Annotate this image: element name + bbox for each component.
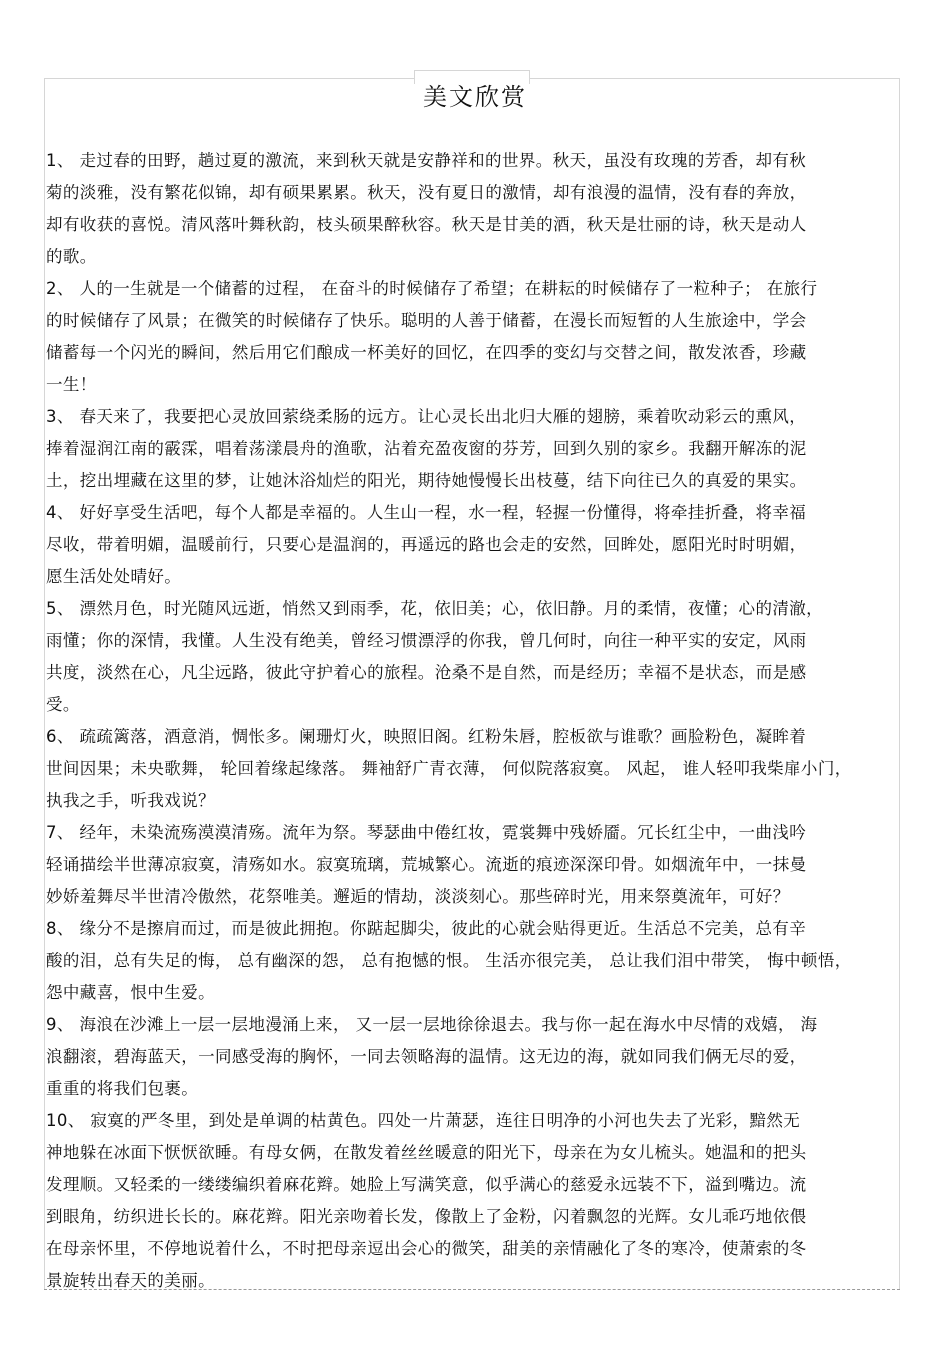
text-line: 10、 寂寞的严冬里，到处是单调的枯黄色。四处一片萧瑟，连往日明净的小河也失去了光彩，黯然无 <box>46 1111 801 1130</box>
text-line: 9、 海浪在沙滩上一层一层地漫涌上来， 又一层一层地徐徐退去。我与你一起在海水中尽情的戏嬉， 海 <box>46 1015 818 1034</box>
text-line: 浪翻滚，碧海蓝天，一同感受海的胸怀，一同去领略海的温情。这无边的海，就如同我们俩无尽的爱， <box>46 1047 807 1066</box>
text-line: 的歌。 <box>46 247 97 266</box>
text-line: 8、 缘分不是擦肩而过，而是彼此拥抱。你踮起脚尖，彼此的心就会贴得更近。生活总不完美，总有辛 <box>46 919 807 938</box>
text-line: 执我之手，听我戏说？ <box>46 791 215 810</box>
text-line: 一生！ <box>46 375 97 394</box>
text-line: 轻诵描绘半世薄凉寂寞，清殇如水。寂寞琉璃，荒城繁心。流逝的痕迹深深印骨。如烟流年中，一抹曼 <box>46 855 807 874</box>
text-line: 雨懂；你的深情，我懂。人生没有绝美，曾经习惯漂浮的你我，曾几何时，向往一种平实的安定，风雨 <box>46 631 807 650</box>
text-line: 发理顺。又轻柔的一缕缕编织着麻花辫。她脸上写满笑意，似乎满心的慈爱永远装不下，溢到嘴边。流 <box>46 1175 807 1194</box>
text-line: 却有收获的喜悦。清风落叶舞秋韵，枝头硕果醉秋容。秋天是甘美的酒，秋天是壮丽的诗，秋天是动人 <box>46 215 807 234</box>
text-line: 4、 好好享受生活吧，每个人都是幸福的。人生山一程，水一程，轻握一份懂得，将牵挂折叠，将幸福 <box>46 503 807 522</box>
text-line: 景旋转出春天的美丽。 <box>46 1271 215 1290</box>
text-line: 在母亲怀里，不停地说着什么，不时把母亲逗出会心的微笑，甜美的亲情融化了冬的寒冷，使萧索的冬 <box>46 1239 807 1258</box>
page-bottom-divider <box>44 1289 900 1290</box>
text-line: 的时候储存了风景；在微笑的时候储存了快乐。聪明的人善于储蓄，在漫长而短暂的人生旅途中，学会 <box>46 311 807 330</box>
text-line: 怨中藏喜，恨中生爱。 <box>46 983 215 1002</box>
text-line: 3、 春天来了，我要把心灵放回萦绕柔肠的远方。让心灵长出北归大雁的翅膀，乘着吹动彩云的熏风， <box>46 407 807 426</box>
text-line: 世间因果；未央歌舞， 轮回着缘起缘落。 舞袖舒广青衣薄， 何似院落寂寞。 风起， 谁人轻叩我柴扉小门， <box>46 759 852 778</box>
text-line: 菊的淡雅，没有繁花似锦，却有硕果累累。秋天，没有夏日的激情，却有浪漫的温情，没有春的奔放， <box>46 183 807 202</box>
text-line: 5、 漂然月色，时光随风远逝，悄然又到雨季，花，依旧美；心，依旧静。月的柔情，夜懂；心的清澈， <box>46 599 824 618</box>
text-line: 到眼角，纺织进长长的。麻花辫。阳光亲吻着长发，像散上了金粉，闪着飘忽的光辉。女儿乖巧地依偎 <box>46 1207 807 1226</box>
text-line: 酸的泪，总有失足的悔， 总有幽深的怨， 总有抱憾的恨。 生活亦很完美， 总让我们泪中带笑， 悔中顿悟， <box>46 951 852 970</box>
text-line: 神地躲在冰面下恹恹欲睡。有母女俩，在散发着丝丝暖意的阳光下，母亲在为女儿梳头。她温和的把头 <box>46 1143 807 1162</box>
text-line: 6、 疏疏篱落，酒意消，惆怅多。阑珊灯火，映照旧阁。红粉朱唇，腔板欲与谁歌？画脸粉色，凝眸着 <box>46 727 807 746</box>
text-line: 妙娇羞舞尽半世清冷傲然，花祭唯美。邂逅的情劫，淡淡刻心。那些碎时光，用来祭奠流年，可好？ <box>46 887 790 906</box>
text-line: 1、 走过春的田野，趟过夏的激流，来到秋天就是安静祥和的世界。秋天，虽没有玫瑰的芳香，却有秋 <box>46 151 807 170</box>
text-line: 捧着湿润江南的霰霂，唱着荡漾晨舟的渔歌，沾着充盈夜窗的芬芳，回到久别的家乡。我翻开解冻的泥 <box>46 439 807 458</box>
text-line: 2、 人的一生就是一个储蓄的过程， 在奋斗的时候储存了希望；在耕耘的时候储存了一粒种子； 在旅行 <box>46 279 818 298</box>
text-line: 储蓄每一个闪光的瞬间，然后用它们酿成一杯美好的回忆，在四季的变幻与交替之间，散发浓香，珍藏 <box>46 343 807 362</box>
text-line: 重重的将我们包裹。 <box>46 1079 199 1098</box>
page-title: 美文欣赏 <box>423 83 527 111</box>
text-line: 尽收，带着明媚，温暖前行，只要心是温润的，再遥远的路也会走的安然，回眸处，愿阳光时时明媚， <box>46 535 807 554</box>
text-line: 愿生活处处晴好。 <box>46 567 182 586</box>
text-line: 7、 经年，未染流殇漠漠清殇。流年为祭。琴瑟曲中倦红妆，霓裳舞中残娇靥。冗长红尘中，一曲浅吟 <box>46 823 807 842</box>
text-line: 共度，淡然在心，凡尘远路，彼此守护着心的旅程。沧桑不是自然，而是经历；幸福不是状态，而是感 <box>46 663 807 682</box>
text-line: 受。 <box>46 695 80 714</box>
text-line: 土，挖出埋藏在这里的梦，让她沐浴灿烂的阳光，期待她慢慢长出枝蔓，结下向往已久的真爱的果实。 <box>46 471 807 490</box>
